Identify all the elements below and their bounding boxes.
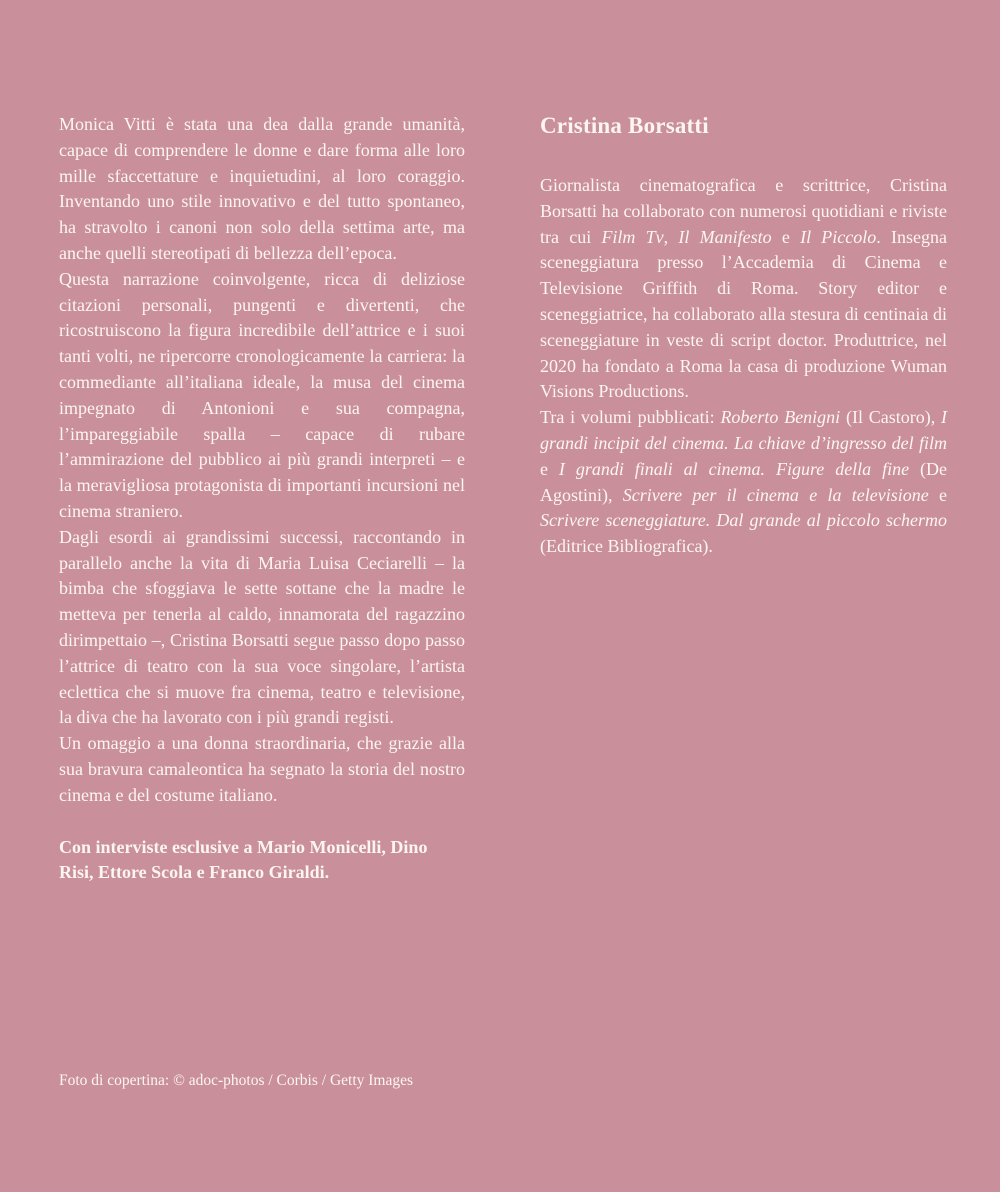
photo-credit: Foto di copertina: © adoc-photos / Corbis / Getty Images [59, 1072, 414, 1089]
synopsis [59, 112, 465, 809]
interviews-note: Con interviste esclusive a Mario Monicelli, Dino Risi, Ettore Scola e Franco Giraldi. [59, 836, 428, 883]
left-column [59, 112, 465, 886]
synopsis-paragraph-2: Questa narrazione coinvolgente, ricca di deliziose citazioni personali, pungenti e divertenti, che ricostruiscono la figura incredibile dell’attrice e i suoi tanti volti, ne ripercorre cronologicamente la carriera: la commediante all’italiana ideale, la musa del cinema impegnato di Antonioni e sua compagna, l’impareggiabile spalla – capace di rubare l’ammirazione del pubblico ai più grandi interpreti – e la meravigliosa protagonista di importanti incursioni nel cinema straniero. [59, 268, 465, 521]
author-bio: Giornalista cinematografica e scrittrice, Cristina Borsatti ha collaborato con numerosi quotidiani e riviste tra cui Film Tv, Il Manifesto e Il Piccolo. Insegna sceneggiatura presso l’Accademia di Cinema e Televisione Griffith di Roma. Story editor e sceneggiatrice, ha collaborato alla stesura di centinaia di sceneggiature in veste di script doctor. Produttrice, nel 2020 ha fondato a Roma la casa di produzione Wuman Visions Productions. [540, 175, 947, 402]
author-publications: Tra i volumi pubblicati: Roberto Benigni (Il Castoro), I grandi incipit del cinema. La chiave d’ingresso del film e I grandi finali al cinema. Figure della fine (De Agostini), Scrivere per il cinema e la televisione e Scrivere sceneggiature. Dal grande al piccolo schermo (Editrice Bibliografica). [540, 407, 947, 557]
author-name-heading: Cristina Borsatti [540, 113, 709, 138]
right-column [540, 112, 947, 560]
synopsis-paragraph-4: Un omaggio a una donna straordinaria, che grazie alla sua bravura camaleontica ha segnato la storia del nostro cinema e del costume italiano. [59, 733, 465, 805]
synopsis-paragraph-3: Dagli esordi ai grandissimi successi, raccontando in parallelo anche la vita di Maria Luisa Ceciarelli – la bimba che sfoggiava le sette sottane che la madre le metteva per tenerla al caldo, innamorata del ragazzino dirimpettaio –, Cristina Borsatti segue passo dopo passo l’attrice di teatro con la sua voce singolare, l’artista eclettica che si muove fra cinema, teatro e televisione, la diva che ha lavorato con i più grandi registi. [59, 526, 465, 728]
synopsis-paragraph-1: Monica Vitti è stata una dea dalla grande umanità, capace di comprendere le donne e dare forma alle loro mille sfaccettature e inquietudini, al loro coraggio. Inventando uno stile innovativo e del tutto spontaneo, ha stravolto i canoni non solo della settima arte, ma anche quelli stereotipati di bellezza dell’epoca. [59, 114, 465, 263]
